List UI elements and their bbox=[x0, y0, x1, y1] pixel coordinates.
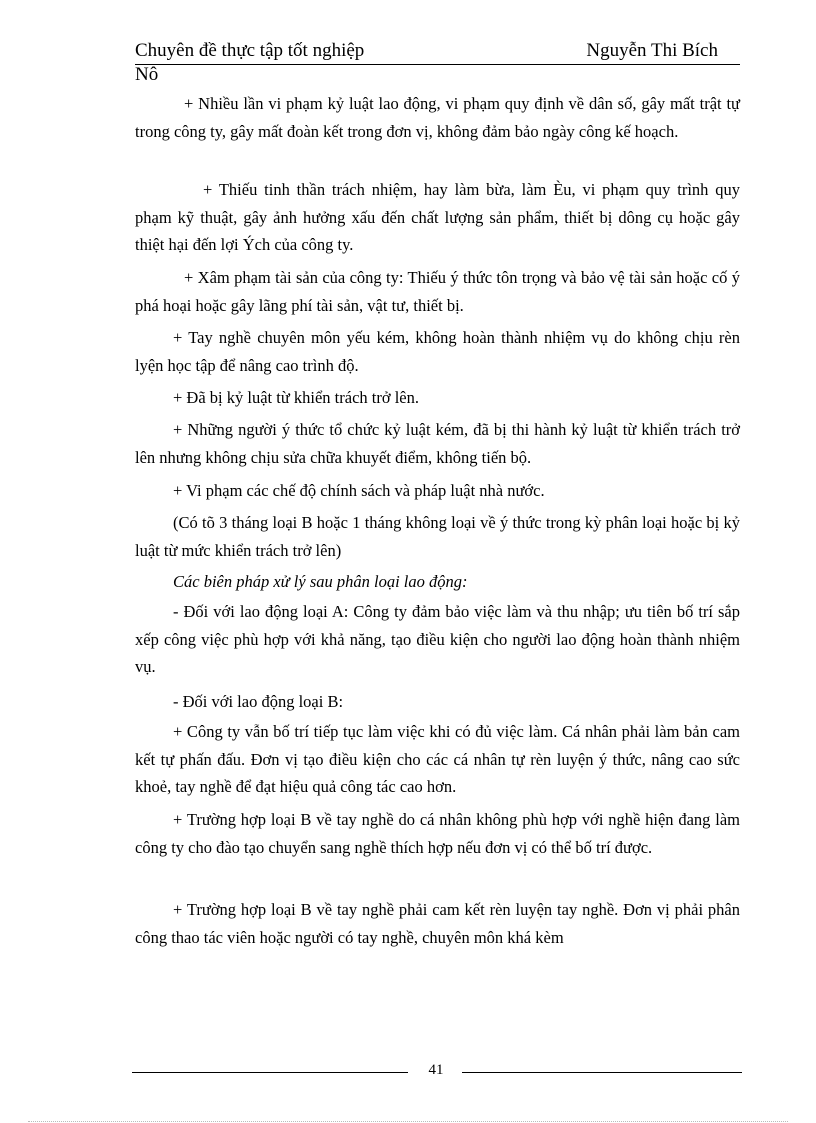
footer-rule-left bbox=[132, 1072, 408, 1073]
header-author-continued: Nô bbox=[135, 64, 159, 85]
paragraph-violation-discipline: + Nhiều lần vi phạm kỷ luật lao động, vi phạm quy định về dân số, gây mất trật tự trong công ty, gây mất đoàn kết trong đơn vị, không đảm bảo ngày công kế hoạch. bbox=[135, 94, 740, 141]
paragraph-lack-responsibility: + Thiếu tinh thần trách nhiệm, hay làm bừa, làm Èu, vi phạm quy trình quy phạm kỹ thuật, gây ảnh hưởng xấu đến chất lượng sản phẩm, thiết bị dông cụ hoặc gây thiệt hại đến lợi Ých của công ty. bbox=[135, 180, 740, 254]
paragraph-law-violation: + Vi phạm các chế độ chính sách và pháp luật nhà nước. bbox=[173, 481, 545, 500]
footer-rule-right bbox=[462, 1072, 742, 1073]
paragraph-note: (Có tõ 3 tháng loại B hoặc 1 tháng không loại về ý thức trong kỳ phân loại hoặc bị kỷ luật từ mức khiển trách trở lên) bbox=[135, 513, 740, 560]
paragraph-type-a: - Đối với lao động loại A: Công ty đảm bảo việc làm và thu nhập; ưu tiên bố trí sắp xếp công việc phù hợp với khả năng, tạo điều kiện cho người lao động hoàn thành nhiệm vụ. bbox=[135, 602, 740, 676]
paragraph-property-infringement: + Xâm phạm tài sản của công ty: Thiếu ý thức tôn trọng và bảo vệ tài sản hoặc cố ý phá hoại hoặc gây lãng phí tài sản, vật tư, thiết bị. bbox=[135, 268, 740, 315]
section-heading-measures: Các biên pháp xử lý sau phân loại lao động: bbox=[173, 572, 468, 591]
page-bottom-border bbox=[28, 1121, 788, 1122]
header-author: Nguyễn Thi Bích bbox=[586, 40, 718, 61]
page-header bbox=[135, 40, 740, 65]
page-number: 41 bbox=[428, 1062, 444, 1078]
paragraph-disciplined: + Đã bị kỷ luật từ khiển trách trở lên. bbox=[173, 388, 419, 407]
paragraph-poor-awareness: + Những người ý thức tổ chức kỷ luật kém, đã bị thi hành kỷ luật từ khiển trách trở lên nhưng không chịu sửa chữa khuyết điểm, không tiến bộ. bbox=[135, 420, 740, 467]
header-title: Chuyên đề thực tập tốt nghiệp bbox=[135, 40, 365, 61]
paragraph-type-b-continue: + Công ty vẫn bố trí tiếp tục làm việc khi có đủ việc làm. Cá nhân phải làm bản cam kết tự phấn đấu. Đơn vị tạo điều kiện cho các cá nhân tự rèn luyện ý thức, nâng cao sức khoẻ, tay nghề để đạt hiệu quả công tác cao hơn. bbox=[135, 722, 740, 796]
paragraph-type-b-commit: + Trường hợp loại B về tay nghề phải cam kết rèn luyện tay nghề. Đơn vị phải phân công thao tác viên hoặc người có tay nghề, chuyên môn khá kèm bbox=[135, 900, 740, 947]
paragraph-type-b-heading: - Đối với lao động loại B: bbox=[173, 692, 344, 711]
paragraph-type-b-retrain: + Trường hợp loại B về tay nghề do cá nhân không phù hợp với nghề hiện đang làm công ty cho đào tạo chuyển sang nghề thích hợp nếu đơn vị có thể bố trí được. bbox=[135, 810, 740, 857]
paragraph-weak-skill: + Tay nghề chuyên môn yếu kém, không hoàn thành nhiệm vụ do không chịu rèn lyện học tập để nâng cao trình độ. bbox=[135, 328, 740, 375]
